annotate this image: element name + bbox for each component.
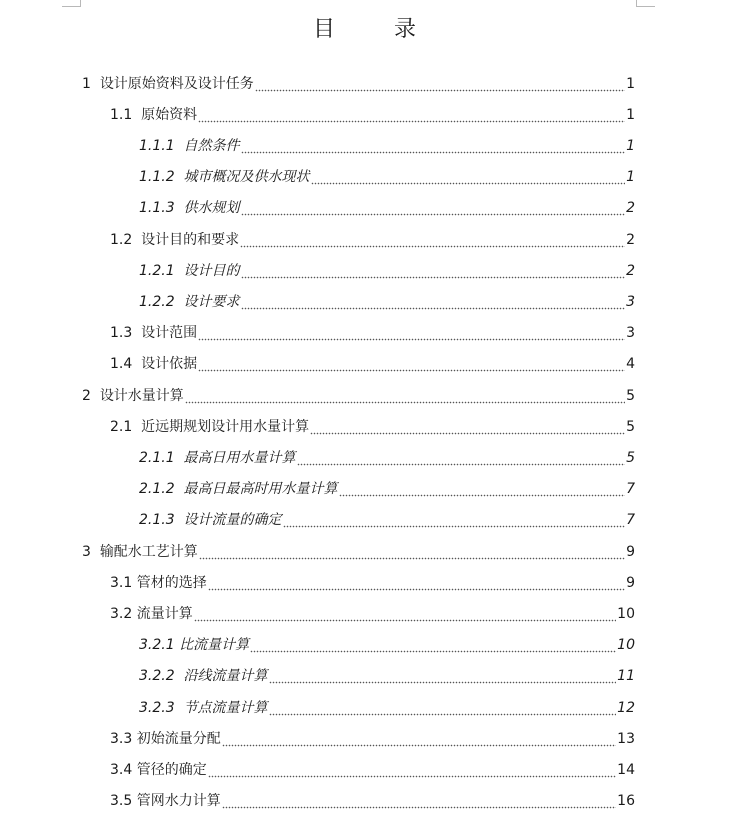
toc-entry-number: 2.1.2 [139, 481, 184, 498]
toc-entry-title: 管材的选择 [136, 574, 207, 591]
toc-entry-number: 1.1.3 [139, 200, 184, 217]
toc-entry-page-number: 7 [626, 512, 635, 529]
toc-entry-title: 设计目的和要求 [141, 231, 240, 248]
toc-entry-page-number: 1 [626, 106, 635, 123]
toc-entry-title: 设计依据 [141, 356, 198, 373]
toc-entry-page-number: 2 [626, 200, 635, 217]
toc-entry-title: 供水规划 [183, 200, 240, 217]
toc-entry-page-number: 3 [626, 293, 635, 310]
toc-entry-title: 设计原始资料及设计任务 [99, 75, 254, 92]
toc-entry-number: 2.1 [110, 418, 142, 435]
toc-entry-title: 城市概况及供水现状 [183, 169, 310, 186]
toc-entry[interactable] [0, 224, 729, 255]
toc-dot-leader [198, 354, 625, 374]
toc-entry-page-number: 10 [617, 605, 635, 622]
toc-entry-title: 节点流量计算 [183, 699, 268, 716]
toc-entry-page-number: 3 [626, 325, 635, 342]
toc-dot-leader [199, 542, 625, 562]
toc-entry-page-number: 9 [626, 543, 635, 560]
toc-entry[interactable] [0, 567, 729, 598]
toc-dot-leader [208, 760, 616, 780]
toc-dot-leader [241, 136, 626, 156]
toc-entry-number: 1.2.2 [139, 293, 184, 310]
toc-entry-number: 1.3 [110, 325, 142, 342]
toc-entry-page-number: 7 [626, 481, 635, 498]
toc-entry-number: 3.2.2 [139, 668, 184, 685]
toc-title: 目 录 [313, 17, 442, 42]
page-corner-mark-left [62, 0, 81, 7]
toc-entry-title: 比流量计算 [179, 637, 250, 654]
toc-entry-title: 最高日最高时用水量计算 [183, 481, 338, 498]
toc-entry-title: 初始流量分配 [136, 730, 221, 747]
toc-entry[interactable] [0, 318, 729, 349]
toc-dot-leader [269, 698, 617, 718]
toc-entry[interactable] [0, 349, 729, 380]
toc-entry-number: 1.1.1 [139, 137, 184, 154]
toc-dot-leader [241, 198, 626, 218]
toc-dot-leader [283, 510, 626, 530]
toc-entry-number: 2.1.3 [139, 512, 184, 529]
toc-dot-leader [240, 230, 625, 250]
toc-entry-title: 流量计算 [136, 605, 193, 622]
toc-entry[interactable] [0, 630, 729, 661]
toc-entry[interactable] [0, 536, 729, 567]
page-corner-mark-right [636, 0, 655, 7]
toc-dot-leader [198, 323, 625, 343]
toc-entry-page-number: 5 [626, 387, 635, 404]
toc-entry-number: 1.1.2 [139, 169, 184, 186]
toc-entry-number: 3 [82, 543, 100, 560]
toc-entry-page-number: 1 [626, 75, 635, 92]
toc-entry-number: 1 [82, 75, 100, 92]
toc-entry-number: 1.2 [110, 231, 142, 248]
toc-entry-page-number: 11 [617, 668, 635, 685]
toc-entry-page-number: 5 [626, 418, 635, 435]
toc-entry-page-number: 10 [617, 637, 635, 654]
toc-entry-page-number: 1 [626, 169, 635, 186]
toc-dot-leader [198, 105, 625, 125]
toc-entry-number: 3.1 [110, 574, 137, 591]
toc-entry[interactable] [0, 598, 729, 629]
toc-dot-leader [310, 417, 625, 437]
toc-entry[interactable] [0, 380, 729, 411]
toc-entry[interactable] [0, 130, 729, 161]
toc-entry-title: 管径的确定 [136, 761, 207, 778]
toc-entry-page-number: 4 [626, 356, 635, 373]
toc-entry[interactable] [0, 255, 729, 286]
toc-entry-title: 原始资料 [141, 106, 198, 123]
toc-entry-title: 沿线流量计算 [183, 668, 268, 685]
toc-entry-page-number: 9 [626, 574, 635, 591]
toc-entry-page-number: 13 [617, 730, 635, 747]
toc-entry[interactable] [0, 99, 729, 130]
toc-entry[interactable] [0, 723, 729, 754]
toc-entry-number: 3.4 [110, 761, 137, 778]
toc-dot-leader [222, 729, 616, 749]
toc-entry-number: 3.2.3 [139, 699, 184, 716]
toc-entry[interactable] [0, 286, 729, 317]
toc-entry-page-number: 12 [617, 699, 635, 716]
toc-entry-number: 2.1.1 [139, 449, 184, 466]
toc-dot-leader [241, 292, 626, 312]
toc-entry-title: 设计流量的确定 [183, 512, 282, 529]
toc-entry[interactable] [0, 68, 729, 99]
toc-dot-leader [269, 666, 617, 686]
toc-entry[interactable] [0, 754, 729, 785]
toc-entry-title: 管网水力计算 [136, 793, 221, 810]
toc-entry-number: 3.3 [110, 730, 137, 747]
toc-dot-leader [250, 635, 616, 655]
toc-dot-leader [241, 261, 626, 281]
toc-entry-page-number: 14 [617, 761, 635, 778]
toc-entry[interactable] [0, 474, 729, 505]
toc-entry-title: 设计范围 [141, 325, 198, 342]
toc-dot-leader [194, 604, 616, 624]
toc-entry-page-number: 2 [626, 262, 635, 279]
toc-entry[interactable] [0, 661, 729, 692]
toc-entry-title: 设计要求 [183, 293, 240, 310]
toc-dot-leader [222, 791, 616, 811]
toc-entry-number: 3.2.1 [139, 637, 180, 654]
toc-entry-number: 1.1 [110, 106, 142, 123]
toc-entry[interactable] [0, 442, 729, 473]
toc-dot-leader [208, 573, 625, 593]
toc-entry[interactable] [0, 411, 729, 442]
toc-dot-leader [255, 74, 625, 94]
toc-entry-title: 最高日用水量计算 [183, 449, 296, 466]
toc-entry-page-number: 1 [626, 137, 635, 154]
toc-entry-title: 设计目的 [183, 262, 240, 279]
toc-entry-number: 2 [82, 387, 100, 404]
toc-entry-number: 1.4 [110, 356, 142, 373]
toc-entry[interactable] [0, 692, 729, 723]
toc-entry-title: 近远期规划设计用水量计算 [141, 418, 310, 435]
toc-entry-title: 自然条件 [183, 137, 240, 154]
toc-entry[interactable] [0, 786, 729, 817]
toc-dot-leader [311, 167, 626, 187]
toc-dot-leader [297, 448, 626, 468]
toc-entry-number: 1.2.1 [139, 262, 184, 279]
toc-entry[interactable] [0, 193, 729, 224]
toc-entry-page-number: 5 [626, 449, 635, 466]
toc-entry-page-number: 16 [617, 793, 635, 810]
toc-entry-page-number: 2 [626, 231, 635, 248]
toc-dot-leader [185, 386, 625, 406]
toc-entry[interactable] [0, 505, 729, 536]
toc-entry-number: 3.5 [110, 793, 137, 810]
toc-entry[interactable] [0, 162, 729, 193]
toc-entry-number: 3.2 [110, 605, 137, 622]
toc-dot-leader [339, 479, 626, 499]
toc-entry-title: 设计水量计算 [99, 387, 184, 404]
toc-entry-title: 输配水工艺计算 [99, 543, 198, 560]
